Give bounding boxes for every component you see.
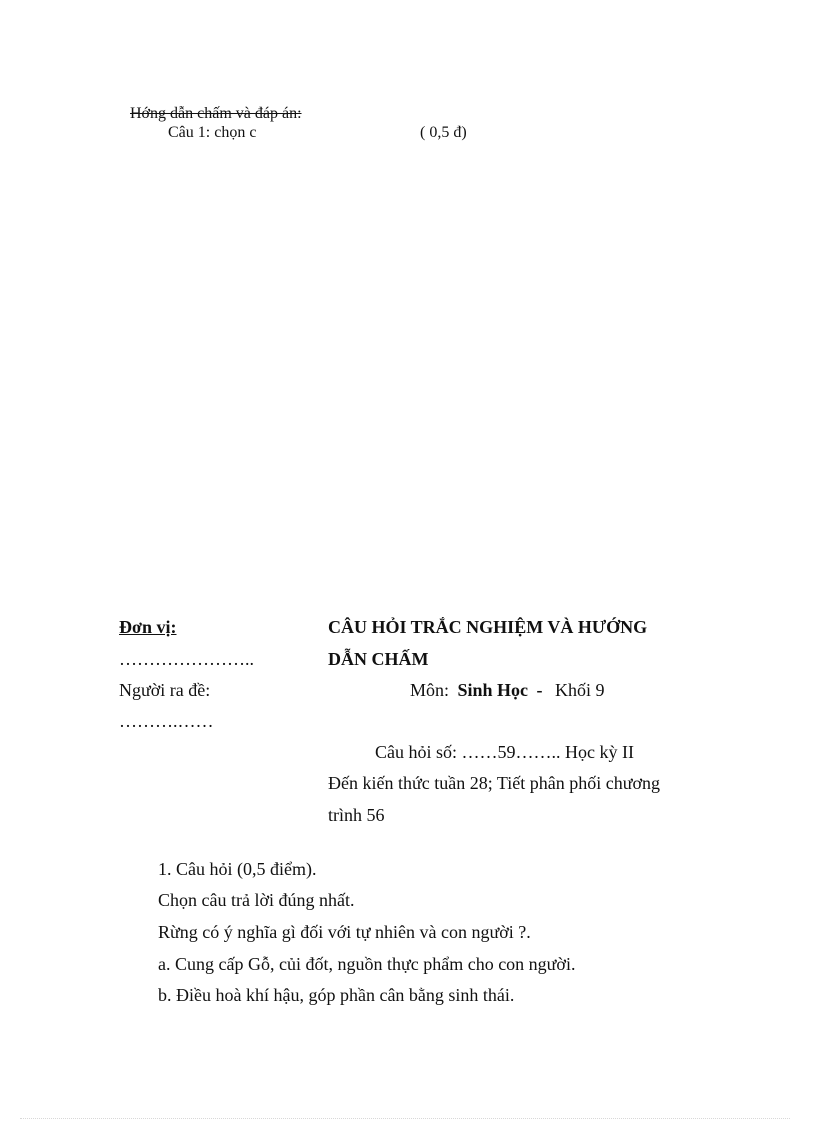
page-bottom-rule	[20, 1118, 790, 1119]
option-b: b. Điều hoà khí hậu, góp phần cân bằng sinh thái.	[158, 985, 515, 1005]
question-number: Câu hỏi số: ……59…….. Học kỳ II	[375, 742, 634, 762]
subject-separator: -	[536, 680, 543, 700]
title-line-1: CÂU HỎI TRẮC NGHIỆM VÀ HƯỚNG	[328, 617, 648, 637]
title-line-2: DẪN CHẤM	[328, 649, 429, 669]
question-instruction: Chọn câu trả lời đúng nhất.	[158, 890, 355, 910]
answer-key-score: ( 0,5 đ)	[420, 124, 467, 141]
unit-dots: …………………..	[119, 649, 254, 669]
author-dots: ……….……	[119, 711, 214, 731]
answer-key-text: Câu 1: chọn c	[168, 124, 257, 141]
question-title: 1. Câu hỏi (0,5 điểm).	[158, 859, 317, 879]
author-label: Người ra đề:	[119, 680, 211, 700]
knowledge-line-2: trình 56	[328, 805, 385, 825]
subject-prefix: Môn:	[410, 680, 450, 700]
question-prompt: Rừng có ý nghĩa gì đối với tự nhiên và con người ?.	[158, 922, 531, 942]
answer-key-heading: Hớng dẫn chấm và đáp án:	[130, 105, 302, 122]
grade: Khối 9	[555, 680, 605, 700]
subject-name: Sinh Học	[457, 680, 529, 700]
knowledge-line-1: Đến kiến thức tuần 28; Tiết phân phối chương	[328, 773, 660, 793]
subject-line	[410, 678, 605, 702]
unit-label: Đơn vị:	[119, 617, 177, 637]
option-a: a. Cung cấp Gỗ, củi đốt, nguồn thực phẩm cho con người.	[158, 954, 576, 974]
